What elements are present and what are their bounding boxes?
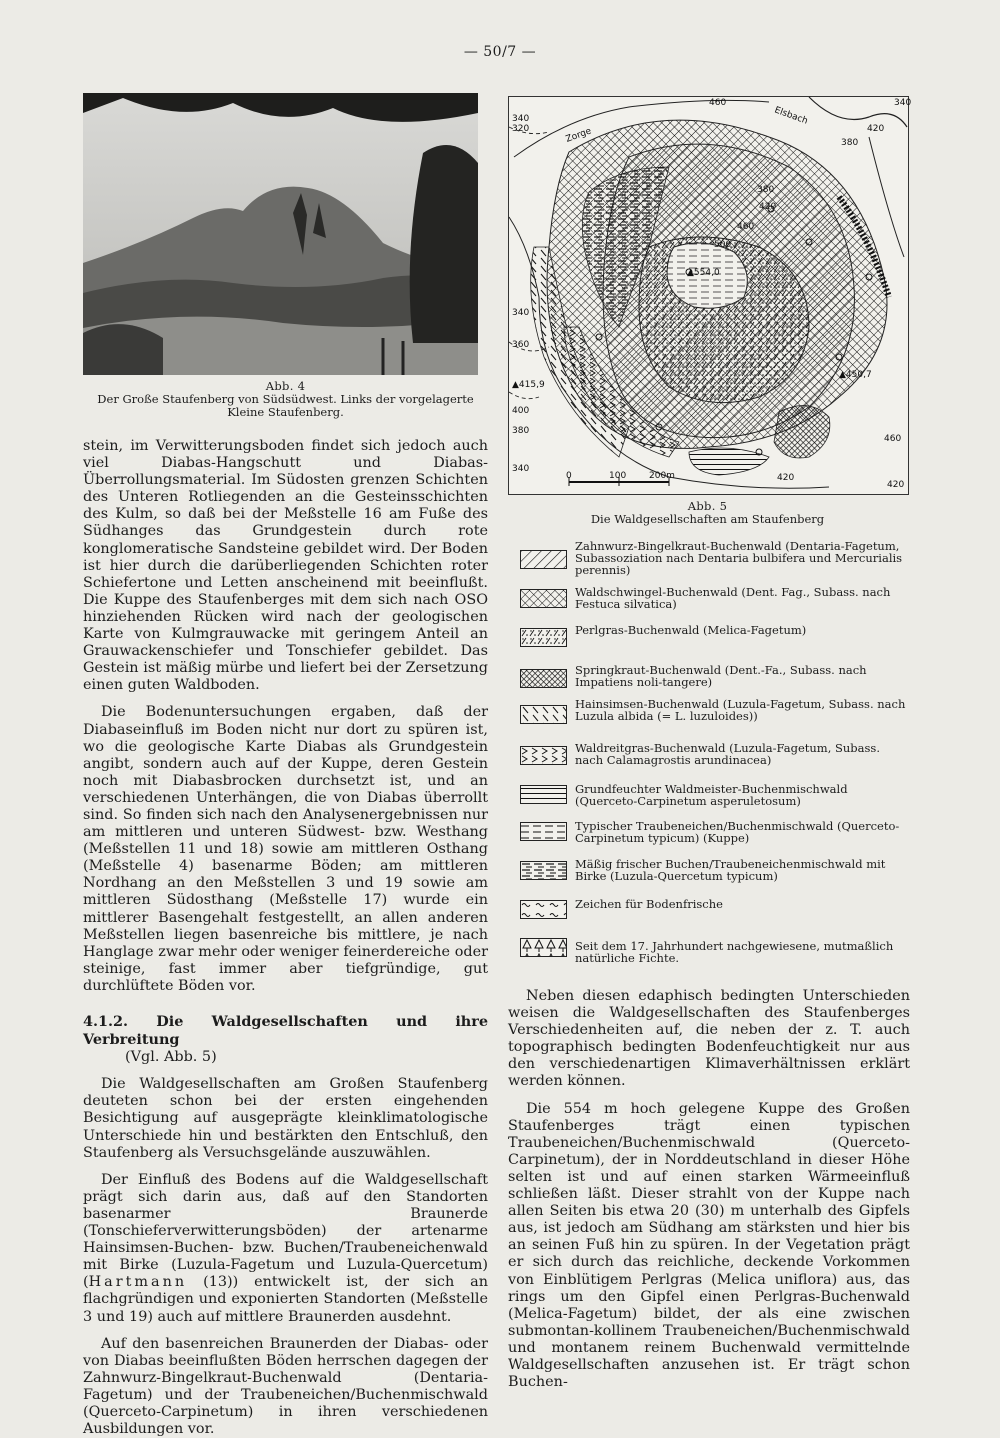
contour-340b: 340	[512, 308, 530, 318]
label-summit: ▲554,0	[687, 268, 720, 278]
contour-360a: 360	[512, 340, 530, 350]
label-spot-1: ▲415,9	[512, 380, 545, 390]
left-paragraph-2: Die Bodenuntersuchungen ergaben, daß der Diabaseinfluß im Boden nicht nur dort zu spüren ist, wo die geologische Karte Diabas als Grundgestein angibt, sondern auch auf der Kuppe, deren Gestein noch mit Diabasbrocken durchsetzt ist, und an verschiedenen Unterhängen, die von Diabas überrollt sind. So finden sich nach den Analysenergebnissen nur am mittleren und unteren Südwest- bzw. Westhang (Meßstellen 11 und 18) sowie am mittleren Osthang (Meßstelle 4) basenarme Böden; am mittleren Nordhang an den Meßstellen 3 und 19 sowie am mittleren Südosthang (Meßstelle 17) wurde ein mittlerer Basengehalt festgestellt, an allen anderen Meßstellen liegen basenreiche bis mittlere, je nach Hanglage zwar mehr oder weniger feinerdereiche oder steinige, fast immer aber tiefgründige, gut durchlüftete Böden vor.	[83, 704, 488, 994]
left-paragraph-4	[83, 1172, 488, 1326]
figure5-caption-block	[508, 500, 907, 526]
page-number: — 50/7 —	[463, 44, 537, 60]
contour-380a: 380	[512, 426, 530, 436]
contour-460c: 460	[884, 434, 902, 444]
contour-420c: 420	[887, 480, 905, 490]
contour-460b: 460	[737, 222, 755, 232]
contour-340d: 340	[894, 98, 912, 108]
label-spot-2: ▲450,7	[839, 370, 872, 380]
contour-380c: 380	[757, 185, 775, 195]
left-paragraph-1: stein, im Verwitterungsboden findet sich jedoch auch viel Diabas-Hangschutt und Diabas-Überrollungsmaterial. Im Südosten grenzen Schichten des Unteren Rotliegenden an die Gesteinsschichten des Kulm, so daß bei der Meßstelle 16 am Fuße des Südhanges das Grundgestein durch rote konglomeratische Sandsteine gebildet wird. Der Boden ist hier durch die darüberliegenden Schichten roter Schiefertone und Letten anscheinend mit beeinflußt. Die Kuppe des Staufenberges mit dem sich nach OSO hinziehenden Rücken wird nach der geologischen Karte von Kulmgrauwacke mit geringem Anteil an Grauwackenschiefer und Tonschiefer gebildet. Das Gestein ist mäßig mürbe und liefert bei der Zersetzung einen guten Waldboden.	[83, 438, 488, 694]
contour-500: 500	[714, 240, 732, 250]
contour-420b: 420	[759, 202, 777, 212]
contour-320: 320	[512, 124, 530, 134]
zone-springkraut	[774, 406, 830, 458]
figure5-caption: Die Waldgesellschaften am Staufenberg	[590, 512, 825, 526]
landscape-photo	[83, 93, 478, 375]
contour-340a: 340	[512, 114, 530, 124]
scale-0: 0	[566, 471, 572, 481]
left-column	[83, 438, 488, 1438]
left-paragraph-4b: (13)) entwickelt ist, der sich an flachgründigen und exponierten Standorten (Meßstelle 3 und 19) auch auf mittlere Braunerden ausdehnt.	[83, 1274, 488, 1325]
right-paragraph-2: Die 554 m hoch gelegene Kuppe des Großen Staufenberges trägt einen typischen Traubeneichen/Buchenmischwald (Querceto-Carpinetum), der in Norddeutschland in dieser Höhe selten ist und auf einen starken Wärmeeinfluß schließen läßt. Dieser strahlt von der Kuppe nach allen Seiten bis etwa 20 (30) m unterhalb des Gipfels aus, ist jedoch am Südhang am stärksten und hier bis an seinen Fuß hin zu spüren. In der Vegetation prägt er sich durch das reichliche, deckende Vorkommen von Einblütigem Perlgras (Melica uniflora) aus, das rings um den Gipfel einen Perlgras-Buchenwald (Melica-Fagetum) bildet, der als eine zwischen submontan-kollinem Traubeneichen/Buchenmischwald und montanem reinem Buchenwald vermittelnde Waldgesellschaften anzusehen ist. Er trägt schon Buchen-	[508, 1100, 910, 1391]
left-paragraph-5: Auf den basenreichen Braunerden der Diabas- oder von Diabas beeinflußten Böden herrschen dagegen der Zahnwurz-Bingelkraut-Buchenwald (Dentaria-Fagetum) und der Traubeneichen/Buchenmischwald (Querceto-Carpinetum) in ihren verschiedenen Ausbildungen vor.	[83, 1335, 488, 1438]
right-paragraph-1: Neben diesen edaphisch bedingten Unterschieden weisen die Waldgesellschaften des Staufenberges Verschiedenheiten auf, die neben der z. T. auch topographisch bedingten Bodenfeuchtigkeit nur aus den verschiedenartigen Klimaverhältnissen erklärt werden können.	[508, 988, 910, 1090]
contour-460a: 460	[709, 98, 727, 108]
figure4-caption: Der Große Staufenberg von Südsüdwest. Links der vorgelagerte Kleine Staufenberg.	[97, 392, 474, 419]
vegetation-map	[508, 96, 912, 495]
label-elsbach: Elsbach	[772, 105, 810, 127]
label-zorge: Zorge	[564, 126, 593, 145]
figure4-label: Abb. 4	[265, 379, 306, 393]
scale-100: 100	[609, 471, 627, 481]
author-name: Hartmann	[88, 1274, 188, 1291]
contour-380b: 380	[841, 138, 859, 148]
figure5-label: Abb. 5	[687, 499, 728, 513]
contour-420d: 420	[777, 473, 795, 483]
zone-waldmeister	[689, 448, 769, 475]
section-heading-ref: (Vgl. Abb. 5)	[125, 1049, 217, 1066]
left-paragraph-4a: Der Einfluß des Bodens auf die Waldgesellschaft prägt sich darin aus, daß auf den Standorten basenarmer Braunerde (Tonschieferverwitterungsböden) der artenarme Hainsimsen-Buchen- bzw. Buchen/Traubeneichenwald mit Birke (Luzula-Fagetum und Luzula-Quercetum) (	[83, 1171, 488, 1291]
right-column	[508, 988, 910, 1391]
contour-420a: 420	[867, 124, 885, 134]
contour-400a: 400	[512, 406, 530, 416]
section-heading: 4.1.2. Die Waldgesellschaften und ihre Verbreitung	[83, 1013, 488, 1049]
figure4-caption-block	[83, 380, 488, 419]
scale-200: 200m	[649, 471, 675, 481]
contour-340c: 340	[512, 464, 530, 474]
left-paragraph-3: Die Waldgesellschaften am Großen Staufenberg deuteten schon bei der ersten eingehenden Besichtigung auf ausgeprägte kleinklimatologische Unterschiede hin und bestärkten den Entschluß, den Staufenberg als Versuchsgelände auszuwählen.	[83, 1076, 488, 1161]
